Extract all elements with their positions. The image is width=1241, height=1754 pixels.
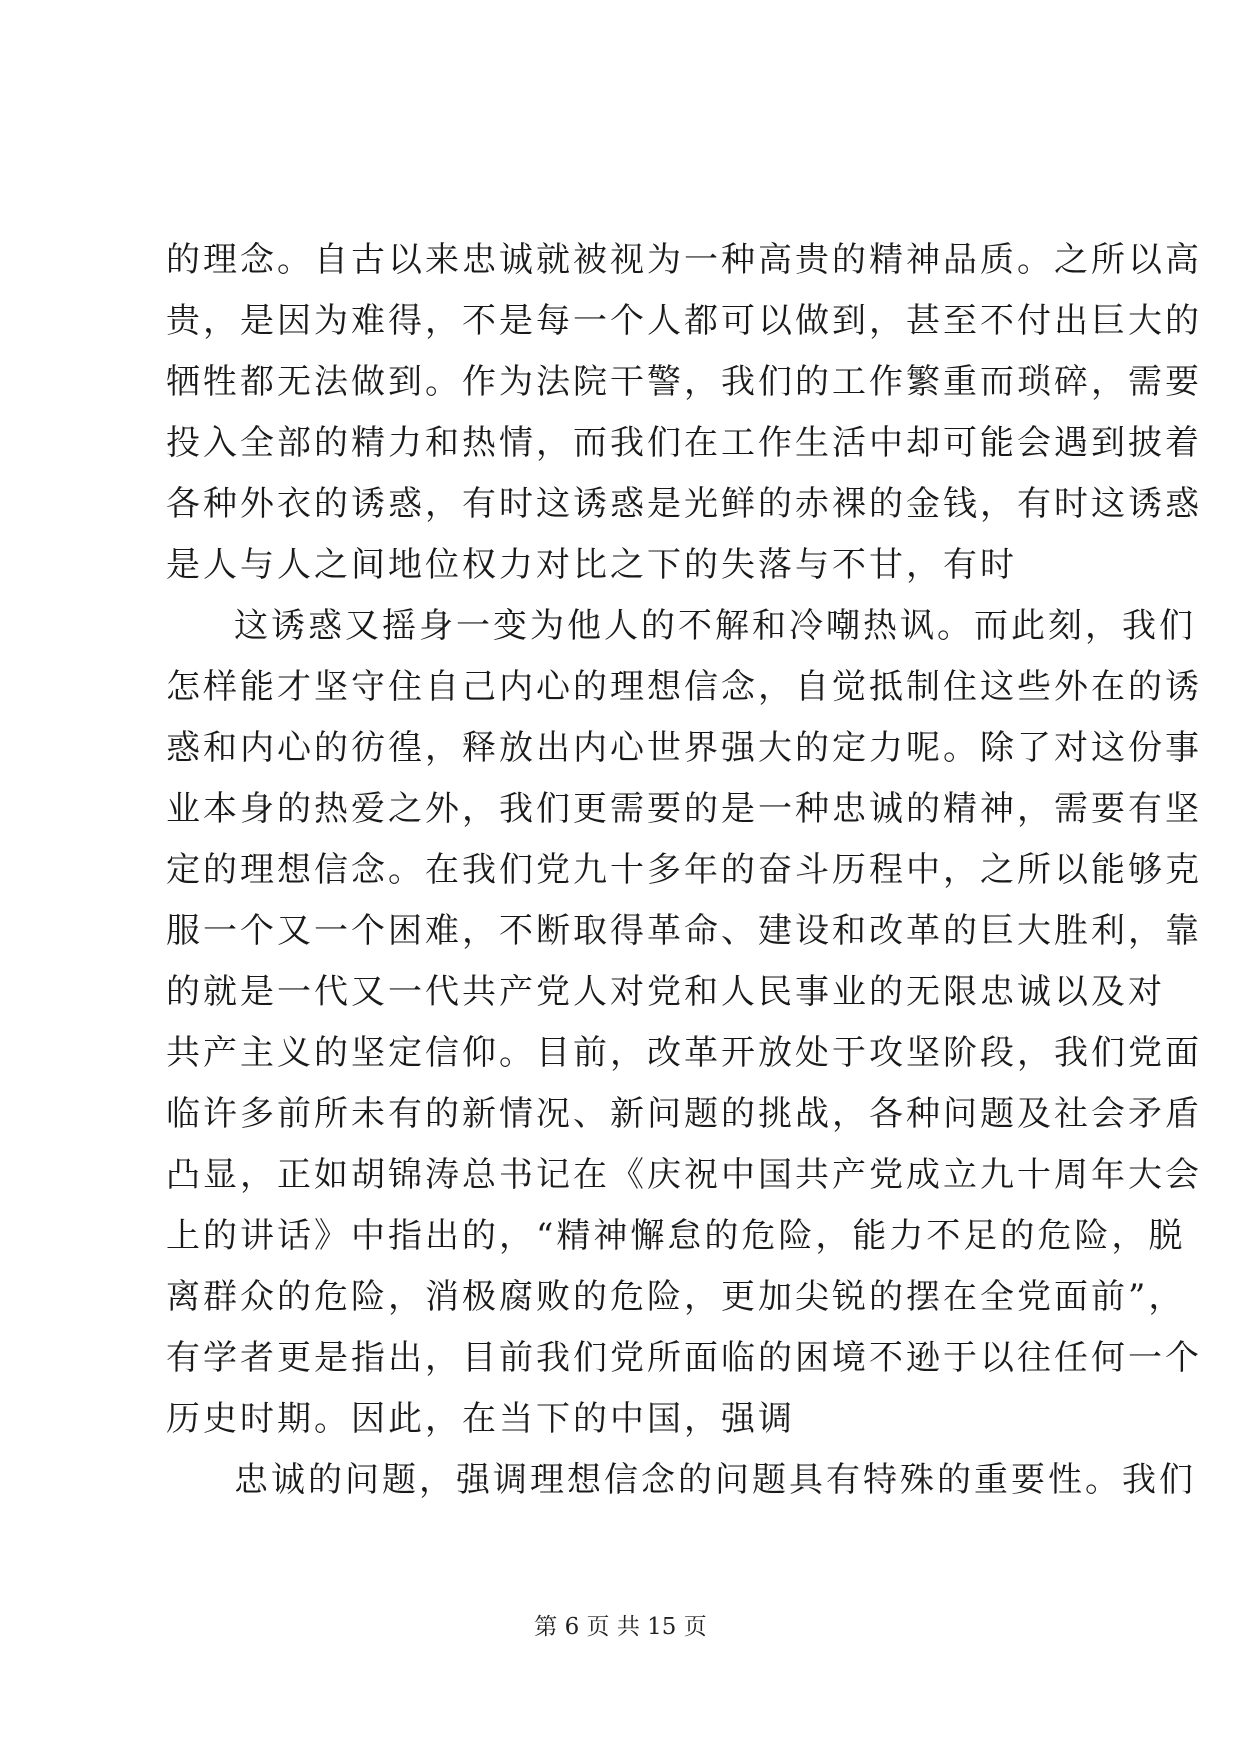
text-line: 投入全部的精力和热情，而我们在工作生活中却可能会遇到披着 <box>166 423 1202 463</box>
text-line: 的理念。自古以来忠诚就被视为一种高贵的精神品质。之所以高 <box>166 240 1202 280</box>
text-line: 定的理想信念。在我们党九十多年的奋斗历程中，之所以能够克 <box>166 850 1202 890</box>
text-line: 历史时期。因此，在当下的中国，强调 <box>166 1399 795 1439</box>
text-line: 服一个又一个困难，不断取得革命、建设和改革的巨大胜利，靠 <box>166 911 1202 951</box>
text-line: 业本身的热爱之外，我们更需要的是一种忠诚的精神，需要有坚 <box>166 789 1202 829</box>
text-line: 牺牲都无法做到。作为法院干警，我们的工作繁重而琐碎，需要 <box>166 362 1202 402</box>
body-text <box>166 230 1202 1511</box>
text-line: 的就是一代又一代共产党人对党和人民事业的无限忠诚以及对 <box>166 972 1165 1012</box>
text-line: 有学者更是指出，目前我们党所面临的困境不逊于以往任何一个 <box>166 1338 1202 1378</box>
text-line: 临许多前所未有的新情况、新问题的挑战，各种问题及社会矛盾 <box>166 1094 1202 1134</box>
text-line-paragraph-start: 忠诚的问题，强调理想信念的问题具有特殊的重要性。我们 <box>234 1460 1196 1500</box>
text-line: 共产主义的坚定信仰。目前，改革开放处于攻坚阶段，我们党面 <box>166 1033 1202 1073</box>
text-line: 惑和内心的彷徨，释放出内心世界强大的定力呢。除了对这份事 <box>166 728 1202 768</box>
text-line: 贵，是因为难得，不是每一个人都可以做到，甚至不付出巨大的 <box>166 301 1202 341</box>
text-line: 离群众的危险，消极腐败的危险，更加尖锐的摆在全党面前”， <box>166 1277 1186 1317</box>
text-line: 凸显，正如胡锦涛总书记在《庆祝中国共产党成立九十周年大会 <box>166 1155 1202 1195</box>
text-line: 上的讲话》中指出的，“精神懈怠的危险，能力不足的危险，脱 <box>166 1216 1186 1256</box>
text-line-paragraph-start: 这诱惑又摇身一变为他人的不解和冷嘲热讽。而此刻，我们 <box>234 606 1196 646</box>
text-line: 是人与人之间地位权力对比之下的失落与不甘，有时 <box>166 545 1017 585</box>
text-line: 各种外衣的诱惑，有时这诱惑是光鲜的赤裸的金钱，有时这诱惑 <box>166 484 1202 524</box>
text-line: 怎样能才坚守住自己内心的理想信念，自觉抵制住这些外在的诱 <box>166 667 1202 707</box>
page-number-footer: 第 6 页 共 15 页 <box>534 1614 707 1640</box>
